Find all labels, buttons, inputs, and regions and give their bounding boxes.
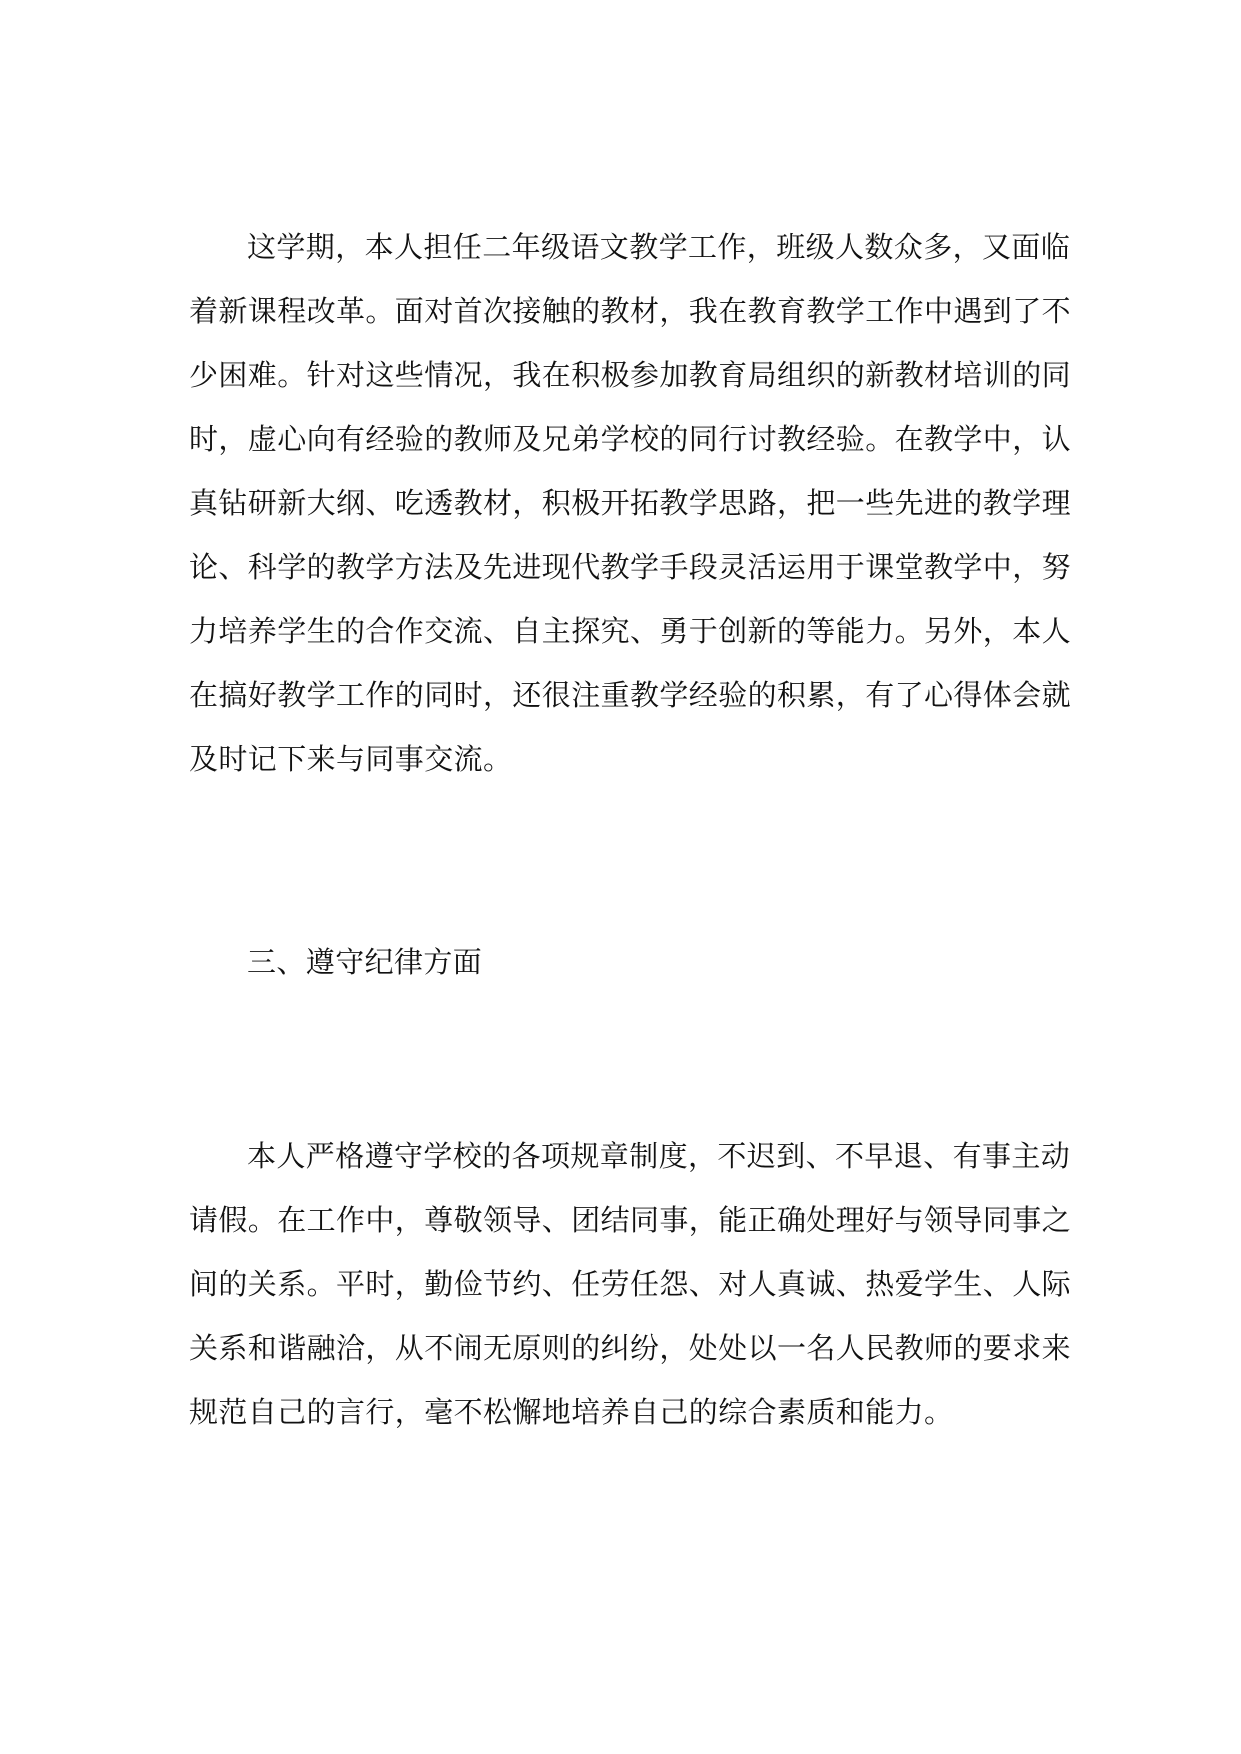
paragraph-line: 关系和谐融洽，从不闹无原则的纠纷，处处以一名人民教师的要求来 [189,1331,1072,1365]
paragraph-line: 间的关系。平时，勤俭节约、任劳任怨、对人真诚、热爱学生、人际 [189,1267,1072,1301]
section-heading-text: 三、遵守纪律方面 [247,945,483,979]
paragraph-line: 着新课程改革。面对首次接触的教材，我在教育教学工作中遇到了不 [189,294,1072,328]
paragraph-line: 力培养学生的合作交流、自主探究、勇于创新的等能力。另外，本人 [189,614,1072,648]
paragraph-discipline [189,1124,1072,1444]
paragraph-line: 规范自己的言行，毫不松懈地培养自己的综合素质和能力。 [189,1395,954,1429]
paragraph-line: 及时记下来与同事交流。 [189,742,513,776]
paragraph-line: 在搞好教学工作的同时，还很注重教学经验的积累，有了心得体会就 [189,678,1072,712]
paragraph-line: 少困难。针对这些情况，我在积极参加教育局组织的新教材培训的同 [189,358,1072,392]
paragraph-line: 时，虚心向有经验的教师及兄弟学校的同行讨教经验。在教学中，认 [189,422,1072,456]
paragraph-line: 这学期，本人担任二年级语文教学工作，班级人数众多，又面临 [247,230,1071,264]
paragraph-teaching-work [189,215,1072,791]
section-heading-discipline [189,930,1059,994]
paragraph-line: 论、科学的教学方法及先进现代教学手段灵活运用于课堂教学中，努 [189,550,1072,584]
paragraph-line: 请假。在工作中，尊敬领导、团结同事，能正确处理好与领导同事之 [189,1203,1072,1237]
paragraph-line: 真钻研新大纲、吃透教材，积极开拓教学思路，把一些先进的教学理 [189,486,1072,520]
paragraph-line: 本人严格遵守学校的各项规章制度，不迟到、不早退、有事主动 [247,1139,1071,1173]
